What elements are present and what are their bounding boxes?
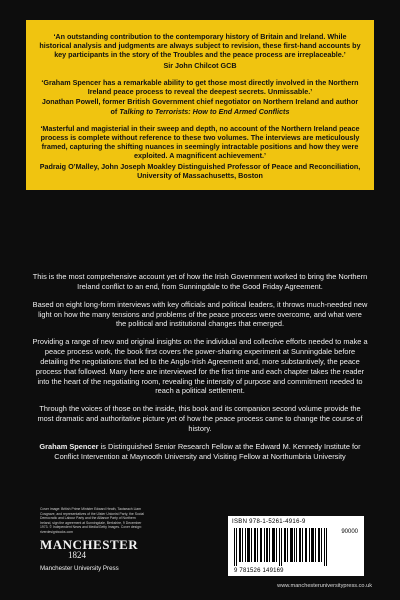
quote-attribution: Padraig O’Malley, John Joseph Moakley Distinguished Professor of Peace and Reconciliation, University of Massachusetts, Boston bbox=[39, 161, 361, 180]
book-description bbox=[32, 272, 368, 470]
barcode-image bbox=[234, 528, 330, 566]
quote-text: ‘Masterful and magisterial in their sweep and depth, no account of the Northern Ireland peace process is complete without reference to these two volumes. The interviews are meticulously framed, capturing the shifting nuances in seemingly intractable positions and how they were exploited. A magnificent achievement.’ bbox=[40, 123, 360, 161]
description-paragraph: Providing a range of new and original insights on the individual and collective efforts needed to make a peace process work, the book first covers the power-sharing experiment at Sunningdale before detailing the negotiations that led to the Anglo-Irish Agreement and, more substantively, the peace process that followed. Many here are interviewed for the first time and each chapter takes the reader into the heart of the negotiating room, revealing the intensity of purpose and commitment needed to reach a political settlement. bbox=[32, 337, 368, 396]
author-bio-text: is Distinguished Senior Research Fellow at the Edward M. Kennedy Institute for Conflict Intervention at Maynooth University and Visiting Fellow at Northumbria University bbox=[54, 441, 361, 461]
barcode-panel bbox=[228, 516, 364, 576]
description-paragraph: Through the voices of those on the inside, this book and its companion second volume provide the most dramatic and authoritative picture yet of how the peace process came to change the course of history. bbox=[37, 404, 363, 433]
endorsement-quote bbox=[38, 124, 362, 180]
quote-text: ‘An outstanding contribution to the contemporary history of Britain and Ireland. While historical analysis and judgments are always subject to revision, these first-hand accounts by key participants in the story of the Troubles and the peace process are irreplaceable.’ bbox=[39, 32, 361, 60]
description-paragraph: Based on eight long-form interviews with key officials and political leaders, it throws much-needed new light on how the many tensions and problems of the peace process were overcome, and what were the political and institutional changes that emerged. bbox=[32, 299, 368, 329]
publisher-name: Manchester University Press bbox=[40, 564, 119, 572]
quote-text: ‘Graham Spencer has a remarkable ability to get those most directly involved in the Northern Ireland peace process to reveal the deepest secrets. Unmissable.’ bbox=[41, 77, 359, 97]
publisher-block bbox=[40, 538, 140, 572]
author-name: Graham Spencer bbox=[39, 441, 99, 451]
quote-attribution bbox=[38, 97, 362, 115]
endorsement-quote bbox=[38, 32, 362, 70]
price-code: 90000 bbox=[341, 529, 358, 535]
endorsements-panel bbox=[26, 20, 374, 190]
barcode-digits: 9 781526 149169 bbox=[234, 568, 284, 574]
quote-attribution: Sir John Chilcot GCB bbox=[163, 60, 237, 70]
publisher-website: www.manchesteruniversitypress.co.uk bbox=[277, 583, 372, 589]
attribution-text: Jonathan Powell, former British Government chief negotiator on Northern Ireland and author of bbox=[41, 97, 359, 116]
description-paragraph: This is the most comprehensive account yet of how the Irish Government worked to bring the Northern Ireland conflict to an end, from Sunningdale to the Good Friday Agreement. bbox=[32, 272, 368, 291]
isbn-text: ISBN 978-1-5261-4916-9 bbox=[232, 519, 306, 525]
author-bio bbox=[32, 442, 368, 462]
book-title: Talking to Terrorists: How to End Armed Conflicts bbox=[119, 106, 290, 116]
publisher-logo-year: 1824 bbox=[68, 550, 86, 560]
publisher-logo: MANCHESTER bbox=[40, 537, 139, 552]
endorsement-quote bbox=[38, 78, 362, 116]
cover-credits: Cover image: British Prime Minister Edward Heath, Taoiseach Liam Cosgrave, and representatives of the Ulster Unionist Party, the Social Democratic and Labour Party and the Alliance Party of Northern Ireland, sign the agreement at Sunningdale, Berkshire, 9 December 1973. © Independent News and Media/Getty Images. Cover design: riverdesignbooks.com bbox=[40, 507, 144, 534]
